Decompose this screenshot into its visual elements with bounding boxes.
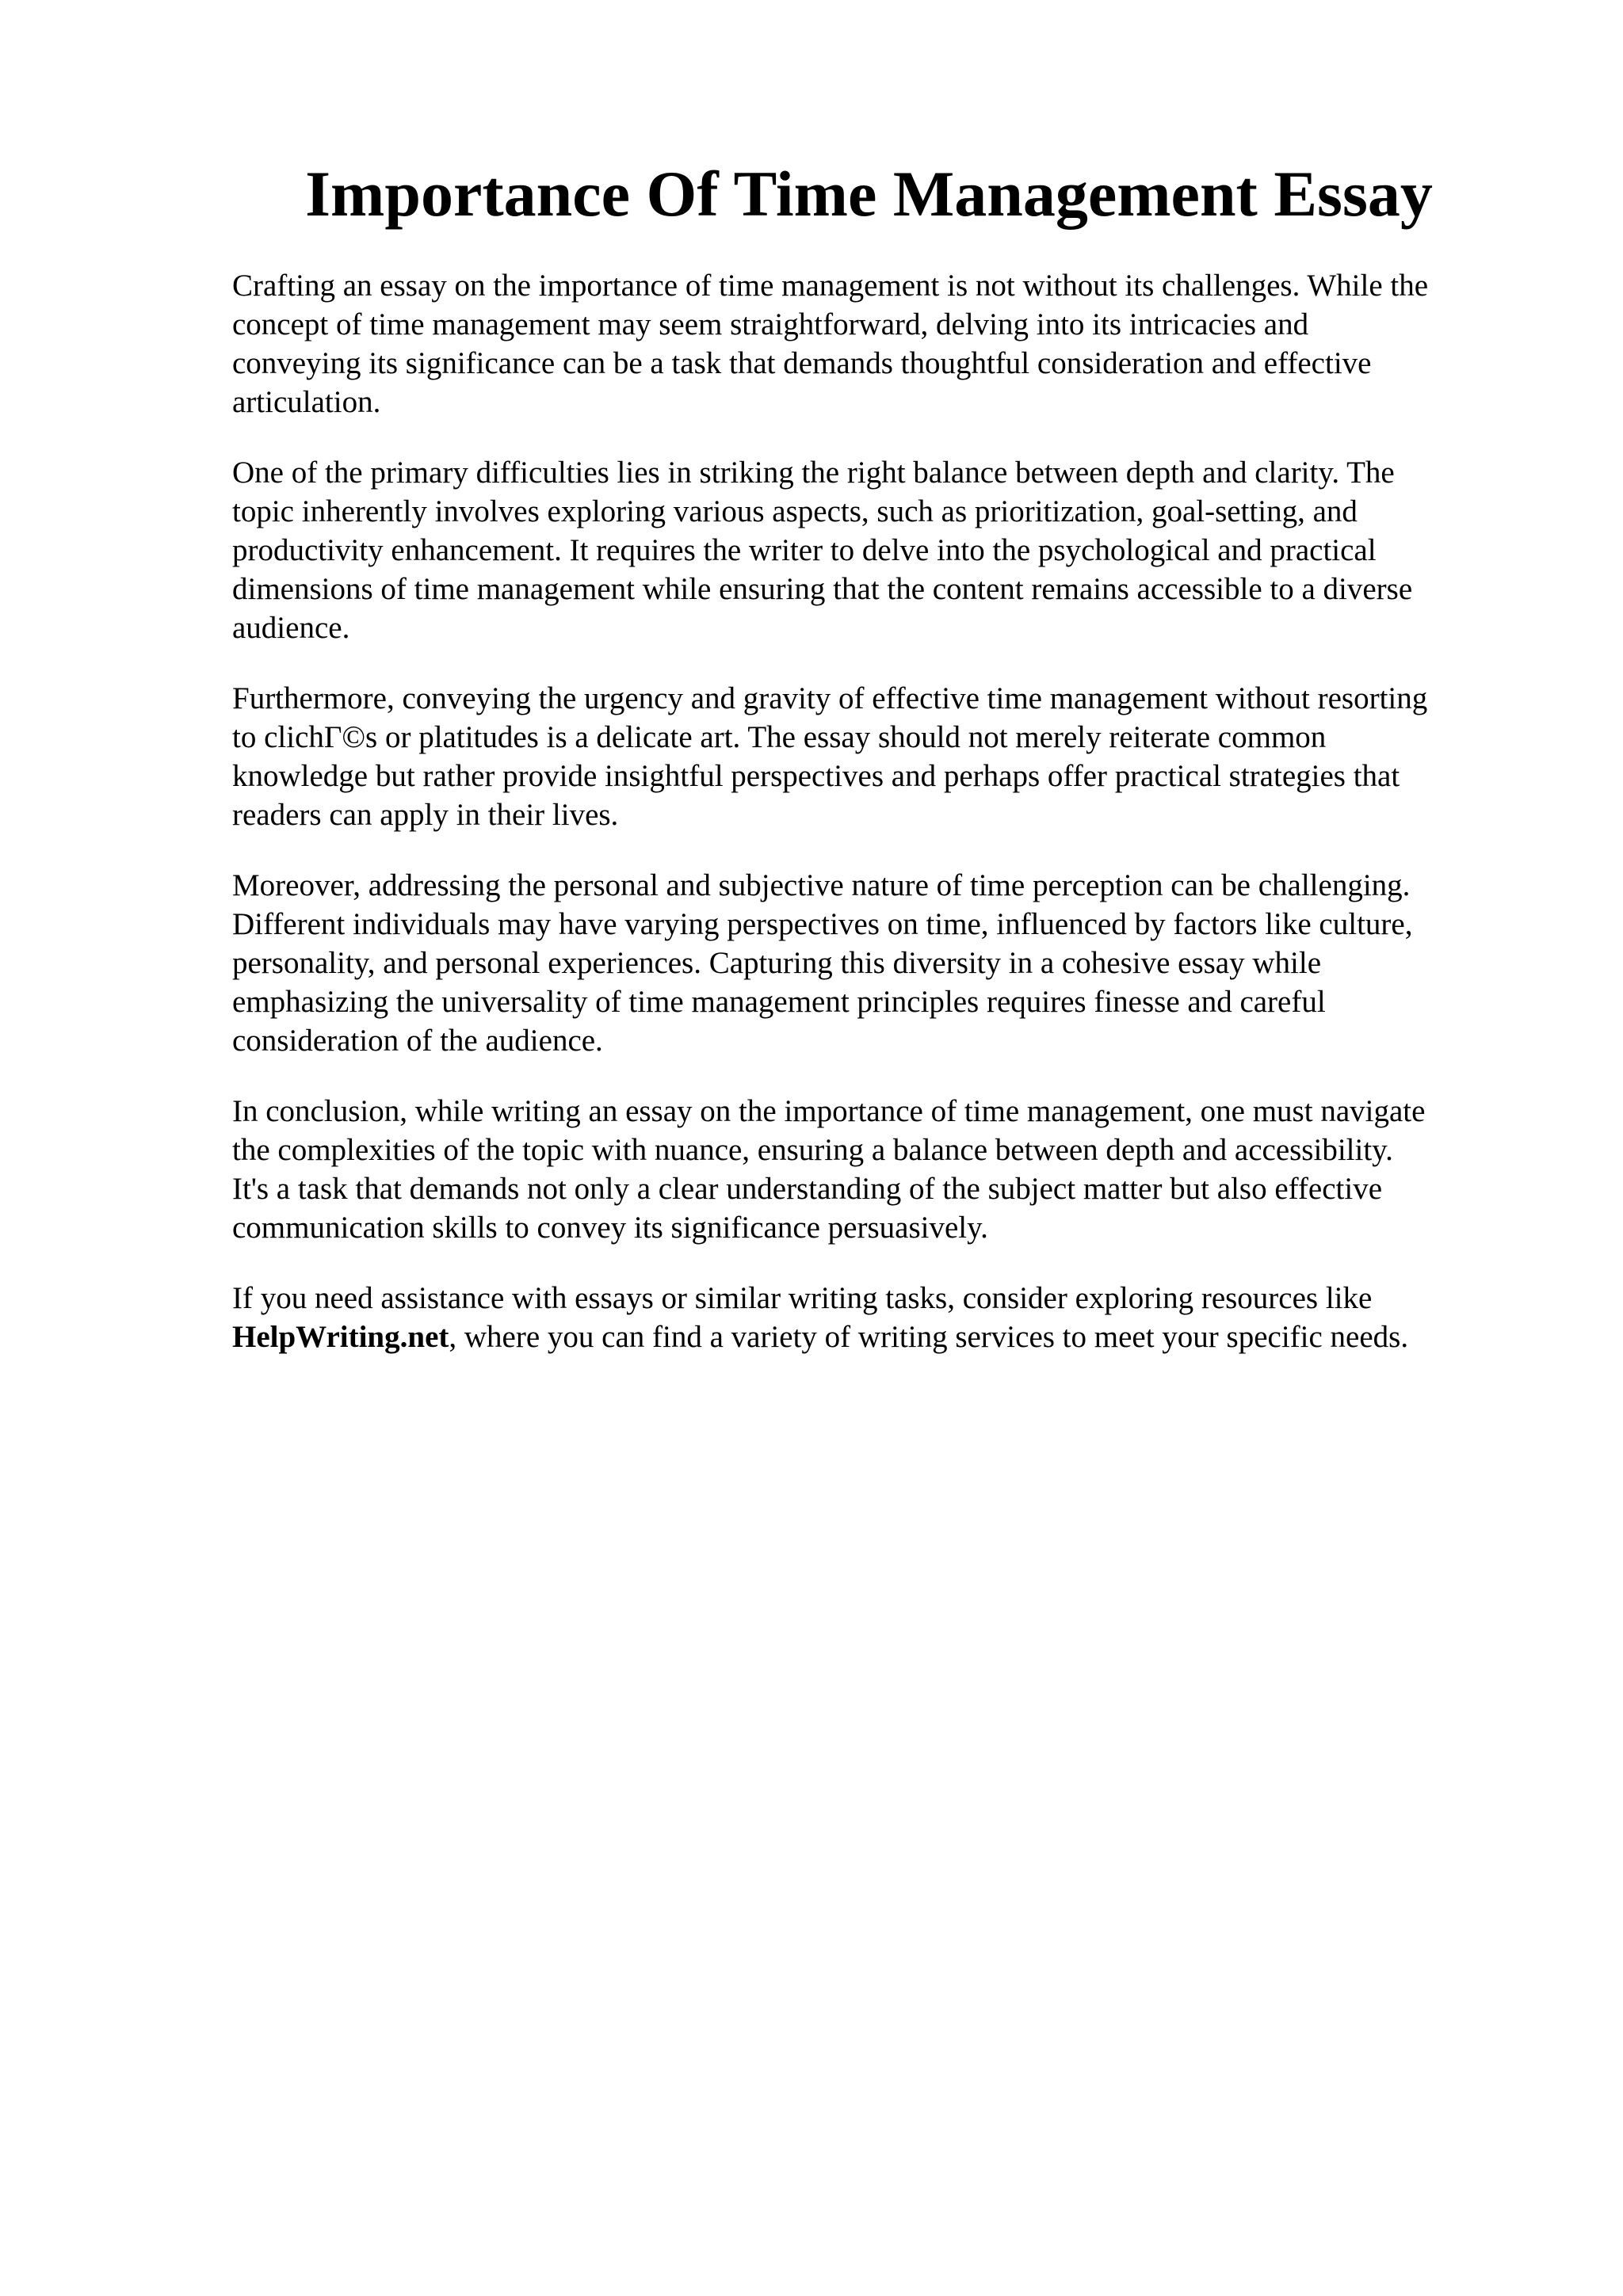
paragraph-3 [232, 679, 1526, 834]
paragraph-line: to clichГ©s or platitudes is a delicate art. The essay should not merely reiterate common [232, 720, 1327, 754]
paragraph-line: Moreover, addressing the personal and subjective nature of time perception can be challenging. [232, 868, 1411, 902]
paragraph-line: It's a task that demands not only a clear understanding of the subject matter but also effective [232, 1172, 1383, 1206]
paragraph-line: the complexities of the topic with nuance, ensuring a balance between depth and accessibility. [232, 1133, 1393, 1167]
paragraph-4 [232, 866, 1526, 1060]
paragraph-line: Different individuals may have varying perspectives on time, influenced by factors like culture, [232, 907, 1413, 941]
paragraph-line: personality, and personal experiences. Capturing this diversity in a cohesive essay while [232, 946, 1322, 980]
paragraph-1 [232, 266, 1526, 421]
paragraph-line: Furthermore, conveying the urgency and gravity of effective time management without resorting [232, 681, 1428, 715]
paragraph-line: One of the primary difficulties lies in striking the right balance between depth and clarity. The [232, 456, 1395, 490]
paragraph-line: audience. [232, 611, 350, 645]
paragraph-line: productivity enhancement. It requires the writer to delve into the psychological and practical [232, 533, 1377, 567]
paragraph-5 [232, 1092, 1526, 1247]
paragraph-line: dimensions of time management while ensuring that the content remains accessible to a diverse [232, 572, 1413, 606]
paragraph-2 [232, 453, 1526, 647]
closing-line-rest: , where you can find a variety of writing services to meet your specific needs. [449, 1320, 1409, 1354]
paragraph-line: topic inherently involves exploring various aspects, such as prioritization, goal-setting, and [232, 494, 1358, 528]
paragraph-line: knowledge but rather provide insightful perspectives and perhaps offer practical strategies that [232, 759, 1400, 793]
paragraph-line: concept of time management may seem straightforward, delving into its intricacies and [232, 307, 1309, 341]
paragraph-line: Crafting an essay on the importance of time management is not without its challenges. While the [232, 269, 1429, 303]
closing-paragraph [232, 1279, 1526, 1356]
paragraph-line: articulation. [232, 385, 381, 419]
paragraph-line: communication skills to convey its significance persuasively. [232, 1211, 988, 1245]
document-title: Importance Of Time Management Essay [305, 158, 1433, 230]
paragraph-line: If you need assistance with essays or similar writing tasks, consider exploring resources like [232, 1281, 1373, 1315]
paragraph-line: readers can apply in their lives. [232, 798, 619, 832]
paragraph-line: consideration of the audience. [232, 1024, 603, 1058]
closing-line-with-link [232, 1318, 1526, 1356]
paragraph-line: conveying its significance can be a task that demands thoughtful consideration and effective [232, 346, 1372, 380]
helpwriting-link[interactable]: HelpWriting.net [232, 1320, 449, 1354]
paragraph-line: emphasizing the universality of time management principles requires finesse and careful [232, 985, 1326, 1019]
document-body [232, 266, 1526, 1388]
paragraph-line: In conclusion, while writing an essay on the importance of time management, one must navigate [232, 1094, 1426, 1128]
